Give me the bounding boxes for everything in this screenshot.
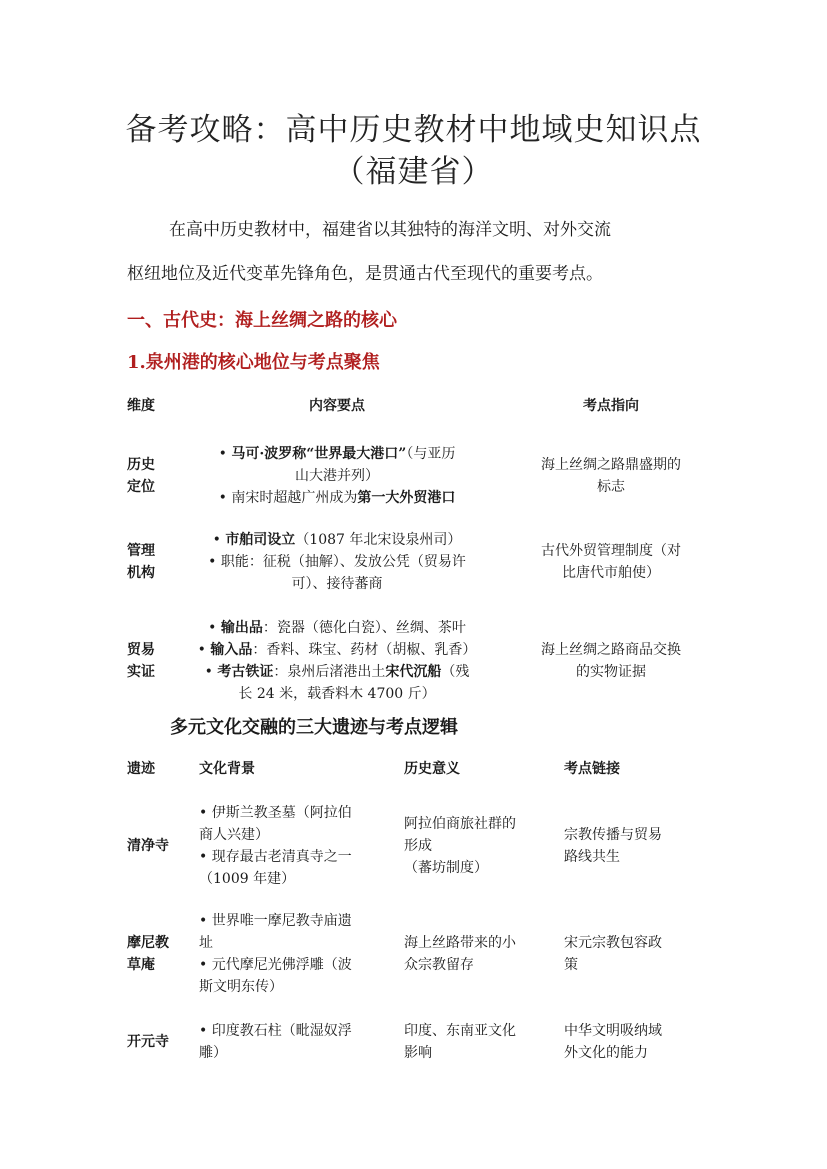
dimension-cell: 管理 机构 [127, 543, 155, 581]
section-heading-quanzhou: 1.泉州港的核心地位与考点聚焦 [127, 352, 380, 373]
page-title-province: （福建省） [333, 154, 494, 190]
intro-line-1: 在高中历史教材中，福建省以其独特的海洋文明、对外交流 [169, 220, 611, 240]
dimension-cell: 历史 定位 [127, 457, 155, 495]
table-row [127, 527, 717, 597]
intro-line-2: 枢纽地位及近代变革先锋角色，是贯通古代至现代的重要考点。 [127, 264, 603, 284]
content-cell: • 市舶司设立（1087 年北宋设泉州司） • 职能：征税（抽解）、发放公凭（贸易许 可）、接待蕃商 [208, 532, 466, 592]
exam-point-cell: 海上丝绸之路鼎盛期的 标志 [541, 457, 681, 495]
header-exam-point: 考点指向 [583, 398, 639, 414]
header-background: 文化背景 [199, 761, 255, 777]
exam-point-cell: 古代外贸管理制度（对 比唐代市舶使） [541, 543, 681, 581]
table-row [127, 1018, 717, 1066]
header-dimension: 维度 [127, 398, 155, 414]
link-cell: 宋元宗教包容政 策 [564, 935, 662, 973]
link-cell: 宗教传播与贸易 路线共生 [564, 827, 662, 865]
table-row [127, 908, 717, 1000]
significance-cell: 阿拉伯商旅社群的 形成 （蕃坊制度） [404, 816, 516, 876]
exam-point-cell: 海上丝绸之路商品交换 的实物证据 [541, 642, 681, 680]
significance-cell: 海上丝路带来的小 众宗教留存 [404, 935, 516, 973]
link-cell: 中华文明吸纳域 外文化的能力 [564, 1023, 662, 1061]
quanzhou-table [127, 395, 717, 707]
table-header-row [127, 758, 717, 778]
content-cell: • 输出品：瓷器（德化白瓷）、丝绸、茶叶 • 输入品：香料、珠宝、药材（胡椒、乳香） • 考古铁证：泉州后渚港出土宋代沉船（残 长 24 米，载香料木 4700 斤） [197, 620, 477, 702]
dimension-cell: 贸易 实证 [127, 642, 155, 680]
cultural-sites-table [127, 758, 717, 1066]
site-cell: 清净寺 [127, 838, 169, 854]
header-link: 考点链接 [564, 761, 620, 777]
site-cell: 开元寺 [127, 1034, 169, 1050]
section-heading-ancient: 一、古代史：海上丝绸之路的核心 [127, 310, 397, 331]
significance-cell: 印度、东南亚文化 影响 [404, 1023, 516, 1061]
content-cell: • 马可·波罗称“世界最大港口”（与亚历 山大港并列） • 南宋时超越广州成为第一大外贸港口 [218, 446, 456, 506]
background-cell: • 伊斯兰教圣墓（阿拉伯 商人兴建） • 现存最古老清真寺之一 （1009 年建） [199, 805, 352, 887]
page-title: 备考攻略：高中历史教材中地域史知识点 [125, 112, 702, 148]
site-cell: 摩尼教 草庵 [127, 935, 169, 973]
table-header-row [127, 395, 717, 415]
table-row [127, 615, 717, 707]
background-cell: • 印度教石柱（毗湿奴浮 雕） [199, 1023, 352, 1061]
header-site: 遗迹 [127, 761, 155, 777]
background-cell: • 世界唯一摩尼教寺庙遗 址 • 元代摩尼光佛浮雕（波 斯文明东传） [199, 913, 352, 995]
table-row [127, 800, 717, 892]
header-significance: 历史意义 [404, 761, 460, 777]
table-row [127, 441, 717, 511]
header-content: 内容要点 [309, 398, 365, 414]
subheading-cultural-sites: 多元文化交融的三大遗迹与考点逻辑 [170, 717, 458, 738]
intro-paragraph [127, 208, 717, 296]
